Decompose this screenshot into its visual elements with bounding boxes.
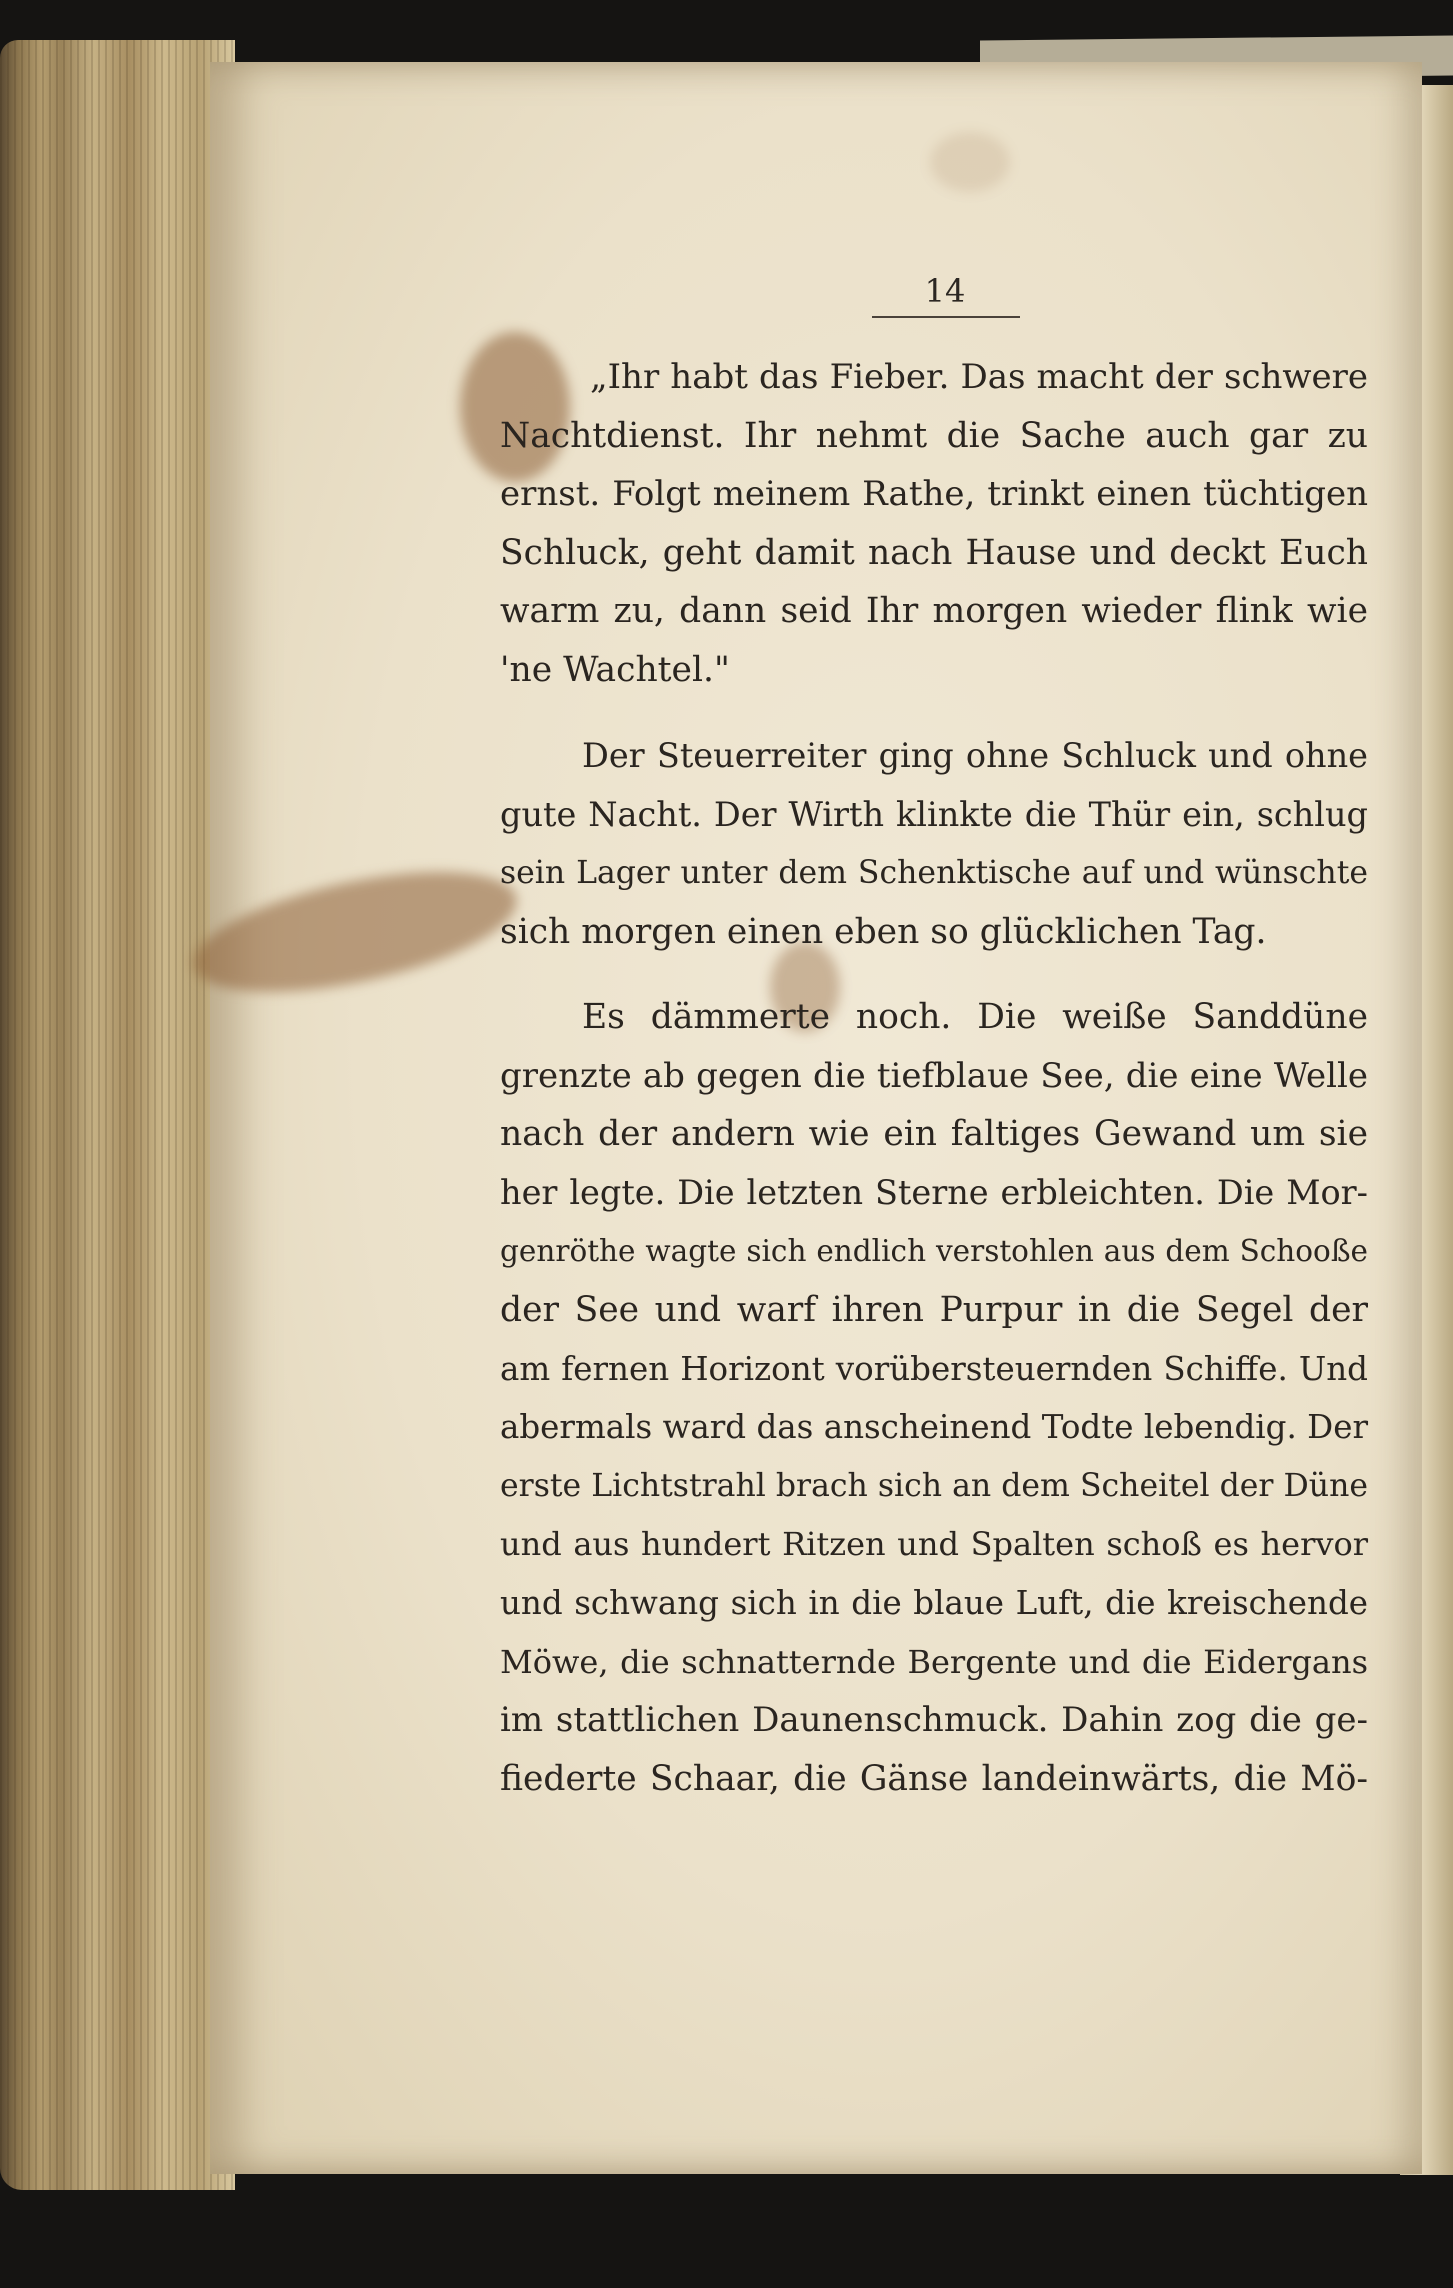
text-line: ernst. Folgt meinem Rathe, trinkt einen tüchtigen: [500, 474, 1368, 515]
text-line: Nachtdienst. Ihr nehmt die Sache auch gar zu: [500, 415, 1368, 456]
text-line: erste Lichtstrahl brach sich an dem Scheitel der Düne: [500, 1467, 1368, 1504]
paragraph-2: [500, 727, 1368, 961]
water-stain: [183, 849, 527, 1015]
text-line: Möwe, die schnatternde Bergente und die Eidergans: [500, 1642, 1368, 1681]
text-line: warm zu, dann seid Ihr morgen wieder flink wie: [500, 591, 1368, 632]
paragraph-1: [500, 348, 1368, 700]
text-line: und schwang sich in die blaue Luft, die kreischende: [500, 1583, 1368, 1622]
text-line: der See und warf ihren Purpur in die Segel der: [500, 1289, 1368, 1330]
page-number: 14: [924, 272, 966, 310]
text-line: sein Lager unter dem Schenktische auf und wünschte: [500, 855, 1368, 892]
text-line: „Ihr habt das Fieber. Das macht der schwere: [590, 357, 1368, 397]
text-line: her legte. Die letzten Sterne erbleichten. Die Mor-: [500, 1172, 1368, 1212]
text-line: Es dämmerte noch. Die weiße Sanddüne: [582, 997, 1368, 1037]
text-line: sich morgen einen eben so glücklichen Tag.: [500, 911, 1267, 952]
text-line: 'ne Wachtel.": [500, 649, 730, 690]
text-line: nach der andern wie ein faltiges Gewand um sie: [500, 1114, 1368, 1155]
text-line: Der Steuerreiter ging ohne Schluck und ohne: [582, 736, 1368, 775]
text-line: gute Nacht. Der Wirth klinkte die Thür ein, schlug: [500, 794, 1368, 834]
header-rule: [872, 316, 1020, 318]
text-line: und aus hundert Ritzen und Spalten schoß es hervor: [500, 1525, 1368, 1564]
text-line: im stattlichen Daunenschmuck. Dahin zog die ge-: [500, 1700, 1368, 1741]
water-stain: [930, 132, 1010, 192]
text-line: fiederte Schaar, die Gänse landeinwärts, die Mö-: [500, 1758, 1368, 1799]
book-page-edges: [0, 40, 235, 2190]
text-line: grenzte ab gegen die tiefblaue See, die eine Welle: [500, 1055, 1368, 1096]
text-line: abermals ward das anscheinend Todte lebendig. Der: [500, 1408, 1368, 1447]
text-line: Schluck, geht damit nach Hause und deckt Euch: [500, 532, 1368, 573]
text-line: am fernen Horizont vorübersteuernden Schiffe. Und: [500, 1349, 1368, 1388]
text-line: genröthe wagte sich endlich verstohlen aus dem Schooße: [500, 1234, 1368, 1269]
paragraph-3: [500, 988, 1368, 1808]
